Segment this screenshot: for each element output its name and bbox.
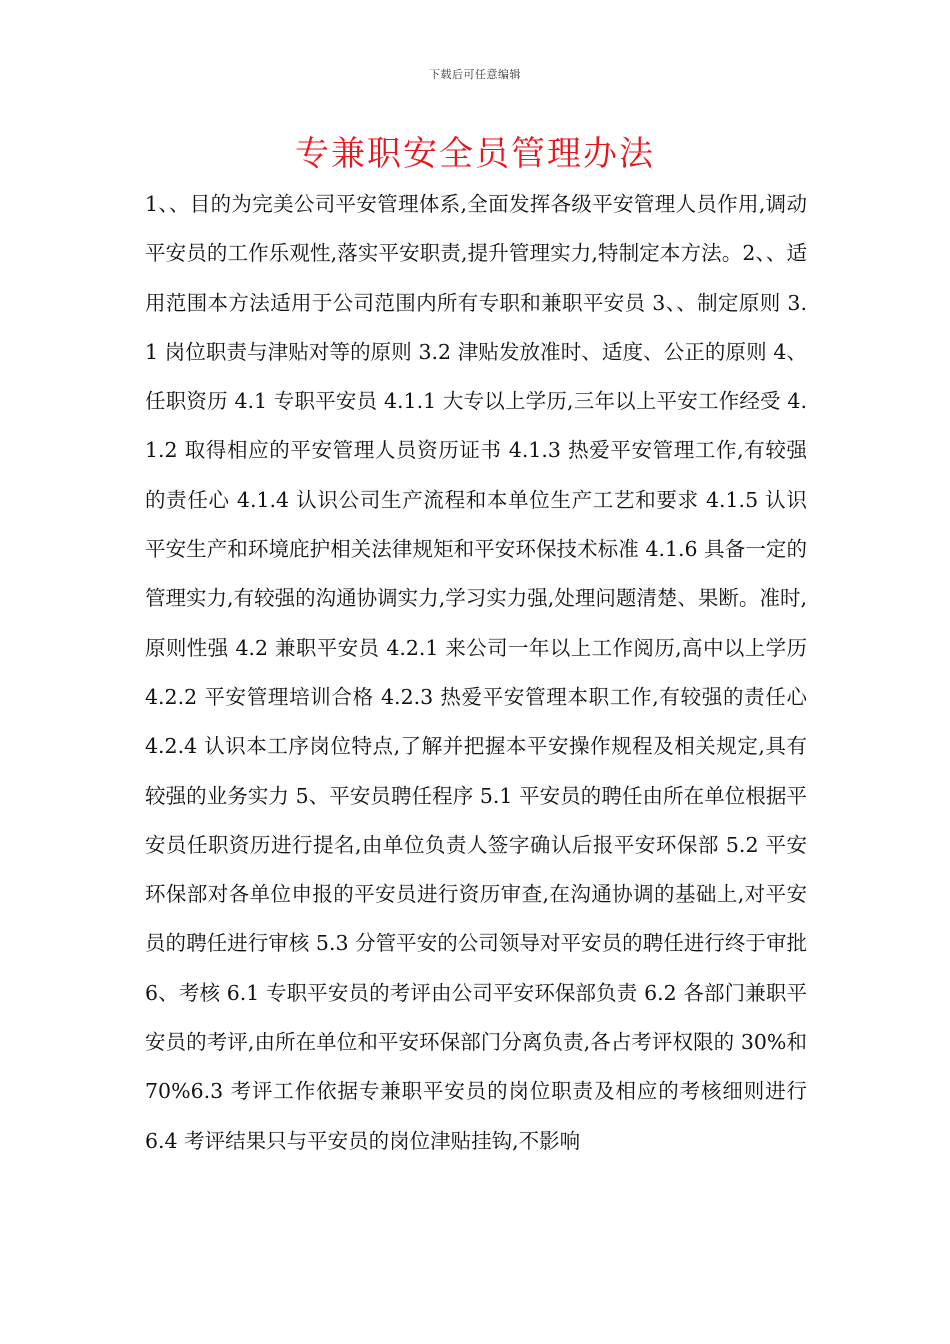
document-title: 专兼职安全员管理办法 (295, 134, 655, 174)
body-paragraph: 1、、目的为完美公司平安管理体系,全面发挥各级平安管理人员作用,调动平安员的工作乐观性,落实平安职责,提升管理实力,特制定本方法。2、、适用范围本方法适用于公司范围内所有专职和兼职平安员 3、、制定原则 3.1 岗位职责与津贴对等的原则 3.2 津贴发放准时、适度、公正的原则 4、任职资历 4.1 专职平安员 4.1.1 大专以上学历,三年以上平安工作经受 4.1.2 取得相应的平安管理人员资历证书 4.1.3 热爱平安管理工作,有较强的责任心 4.1.4 认识公司生产流程和本单位生产工艺和要求 4.1.5 认识平安生产和环境庇护相关法律规矩和平安环保技术标准 4.1.6 具备一定的管理实力,有较强的沟通协调实力,学习实力强,处理问题清楚、果断。准时,原则性强 4.2 兼职平安员 4.2.1 来公司一年以上工作阅历,高中以上学历 4.2.2 平安管理培训合格 4.2.3 热爱平安管理本职工作,有较强的责任心 4.2.4 认识本工序岗位特点,了解并把握本平安操作规程及相关规定,具有较强的业务实力 5、平安员聘任程序 5.1 平安员的聘任由所在单位根据平安员任职资历进行提名,由单位负责人签字确认后报平安环保部 5.2 平安环保部对各单位申报的平安员进行资历审查,在沟通协调的基础上,对平安员的聘任进行审核 5.3 分管平安的公司领导对平安员的聘任进行终于审批 6、考核 6.1 专职平安员的考评由公司平安环保部负责 6.2 各部门兼职平安员的考评,由所在单位和平安环保部门分离负责,各占考评权限的 30%和 70%6.3 考评工作依据专兼职平安员的岗位职责及相应的考核细则进行 6.4 考评结果只与平安员的岗位津贴挂钩,不影响 (145, 192, 807, 1153)
download-note: 下载后可任意编辑 (429, 68, 521, 81)
